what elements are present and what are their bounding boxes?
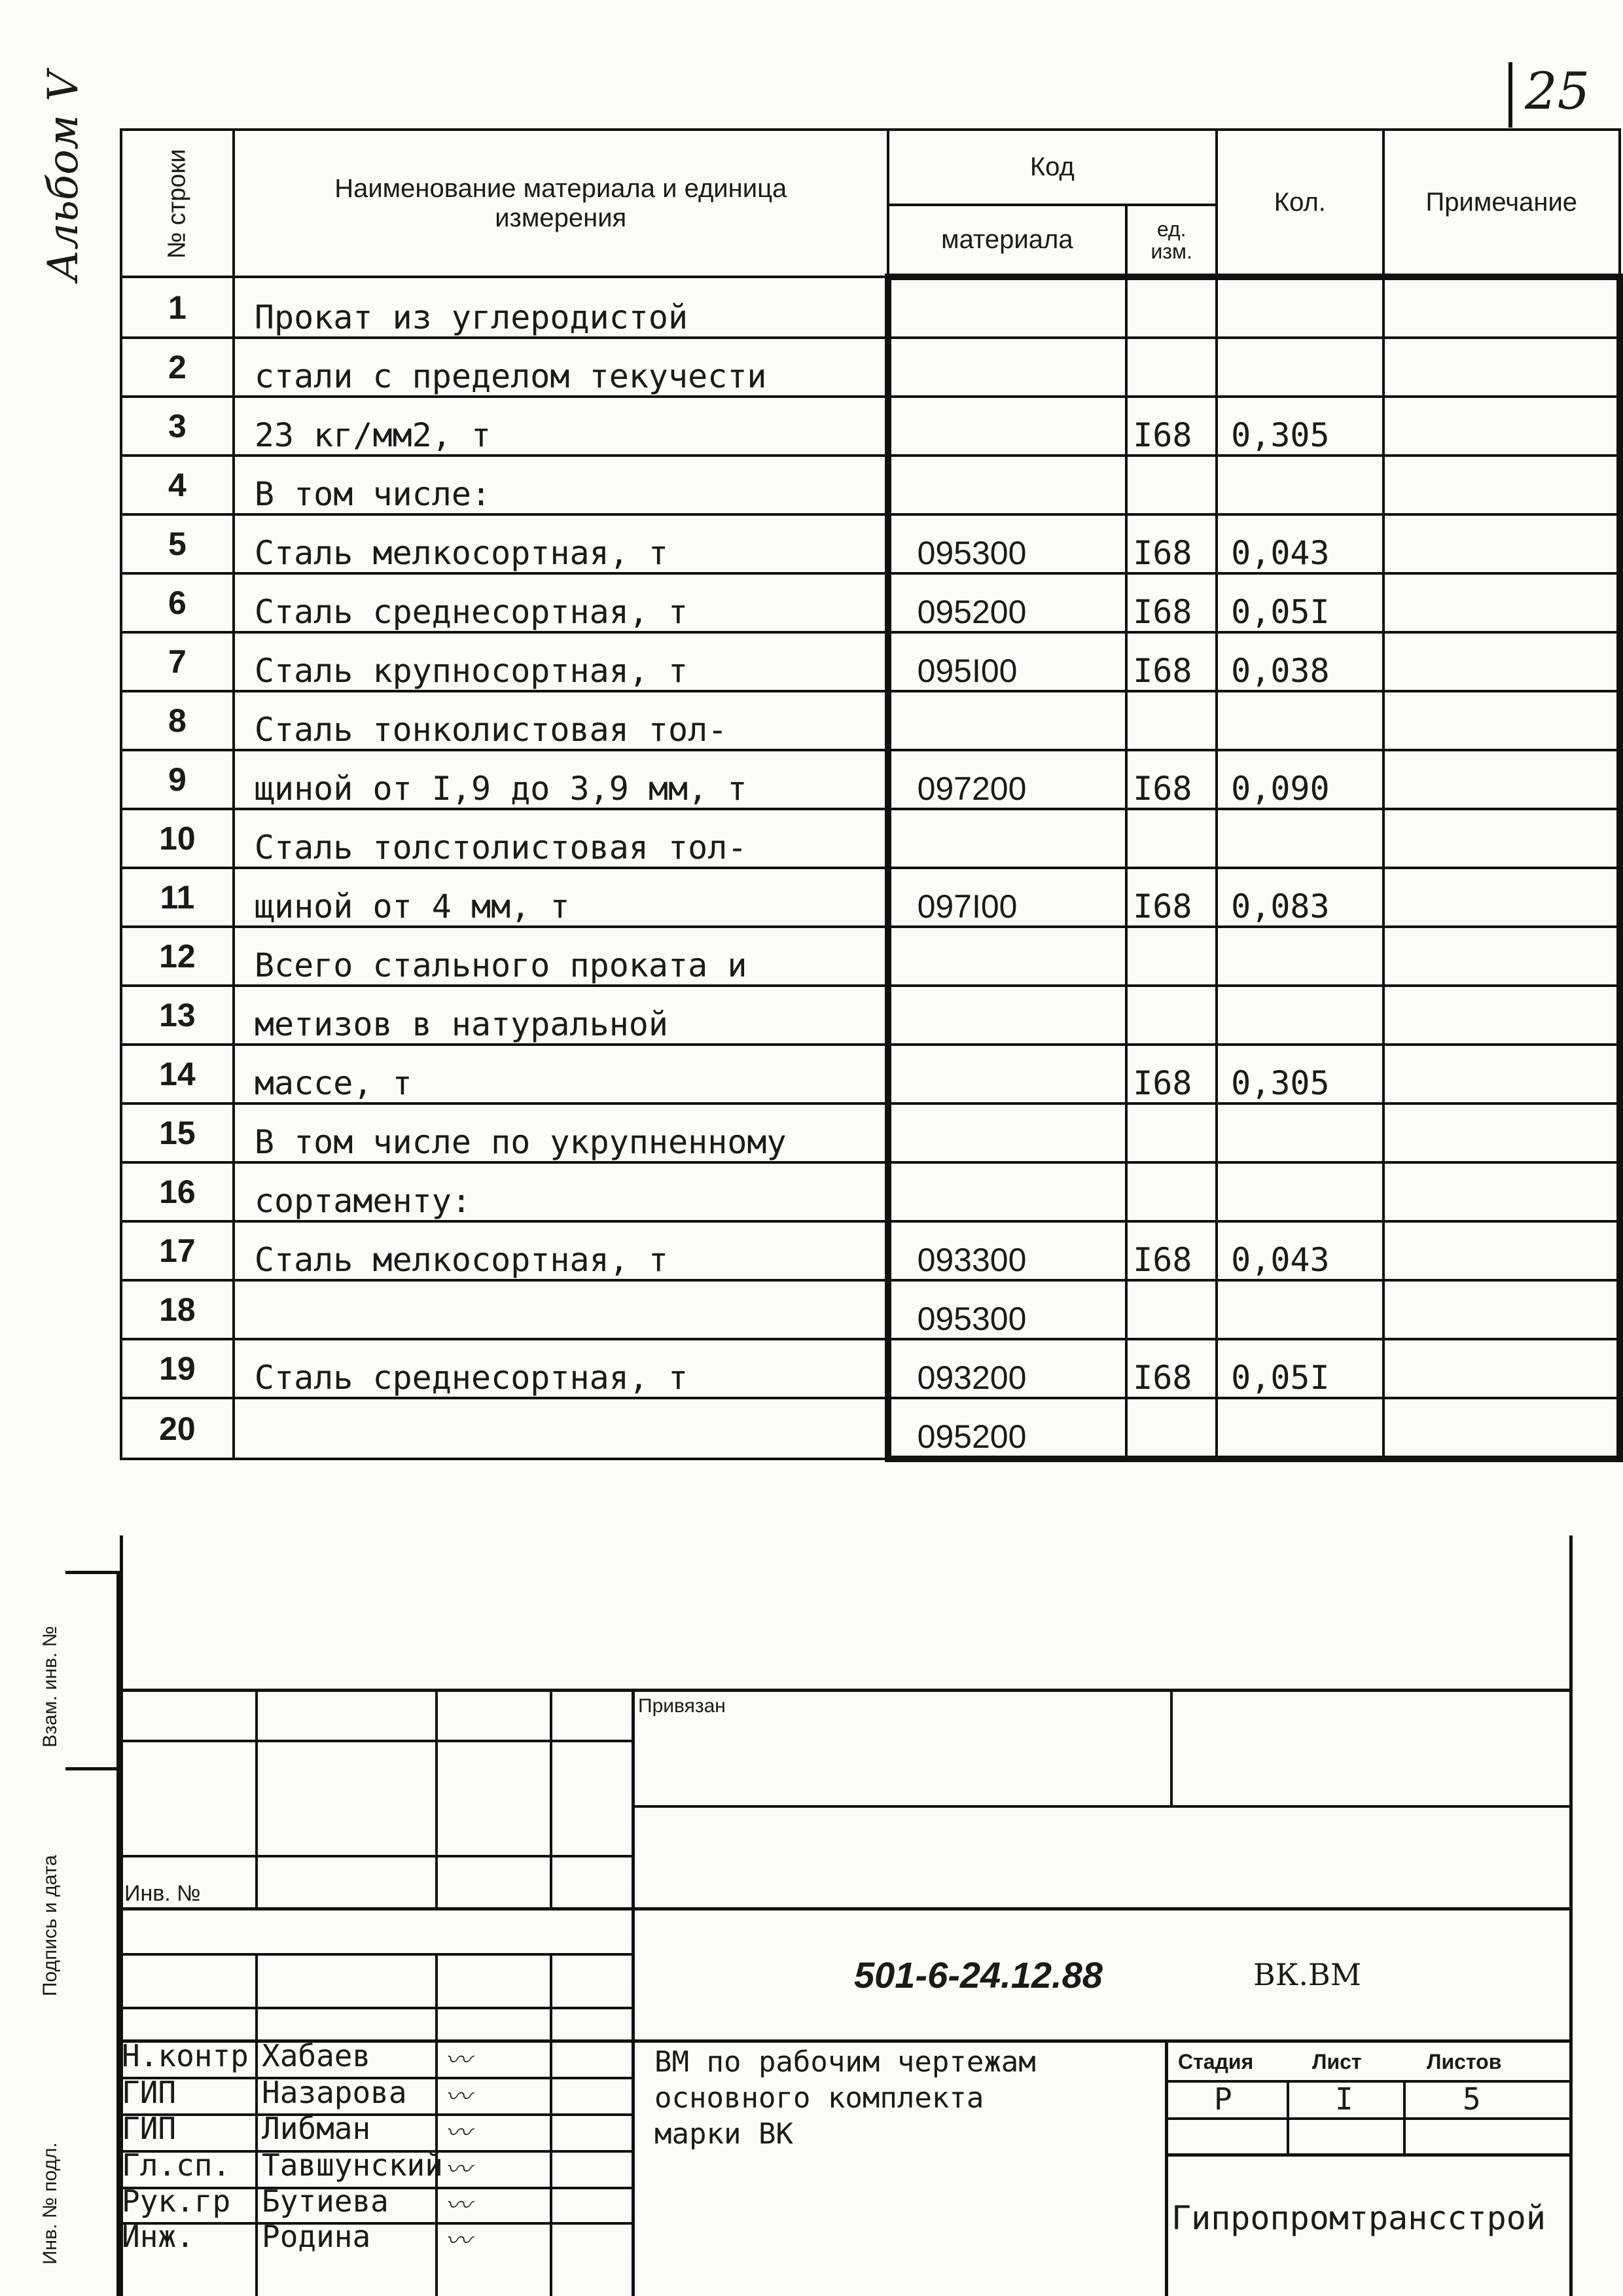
- material-code: [888, 456, 1127, 514]
- signature: 〰: [445, 2082, 471, 2112]
- material-table: [120, 128, 1623, 1462]
- row-number: 20: [121, 1398, 234, 1459]
- material-name: щиной от I,9 до 3,9 мм, т: [234, 750, 888, 809]
- quantity: 0,305: [1217, 1045, 1383, 1103]
- signer-role: ГИП: [122, 2111, 177, 2146]
- unit-code: I68: [1126, 573, 1217, 632]
- table-row: [121, 927, 1620, 986]
- quantity: [1217, 456, 1383, 514]
- material-code: [888, 809, 1127, 868]
- header-qty: Кол.: [1217, 130, 1383, 277]
- signature: 〰: [445, 2226, 471, 2256]
- row-number: 8: [121, 691, 234, 750]
- material-name: Сталь мелкосортная, т: [234, 514, 888, 573]
- note: [1383, 456, 1620, 514]
- note: [1383, 927, 1620, 986]
- unit-code: [1126, 809, 1217, 868]
- material-code: 095I00: [888, 632, 1127, 691]
- unit-code: [1126, 1103, 1217, 1162]
- material-name: стали с пределом текучести: [234, 338, 888, 397]
- unit-code: I68: [1126, 750, 1217, 809]
- material-name: массе, т: [234, 1045, 888, 1103]
- material-name: Сталь среднесортная, т: [234, 1339, 888, 1398]
- row-number: 17: [121, 1221, 234, 1280]
- album-label: Альбом V: [39, 71, 88, 281]
- stage-label: Стадия: [1178, 2050, 1254, 2073]
- unit-code: I68: [1126, 1339, 1217, 1398]
- quantity: 0,038: [1217, 632, 1383, 691]
- quantity: [1217, 277, 1383, 338]
- unit-code: I68: [1126, 632, 1217, 691]
- table-row: [121, 1398, 1620, 1459]
- table-row: [121, 986, 1620, 1045]
- note: [1383, 750, 1620, 809]
- table-row: [121, 514, 1620, 573]
- note: [1383, 1280, 1620, 1339]
- row-number: 12: [121, 927, 234, 986]
- table-row: [121, 1339, 1620, 1398]
- document-code: 501-6-24.12.88: [854, 1954, 1103, 1996]
- quantity: [1217, 338, 1383, 397]
- row-number: 7: [121, 632, 234, 691]
- table-row: [121, 573, 1620, 632]
- material-code: [888, 1103, 1127, 1162]
- title-line-2: основного комплекта: [654, 2081, 984, 2115]
- table-row: [121, 1280, 1620, 1339]
- note: [1383, 691, 1620, 750]
- sheet-label: Лист: [1312, 2050, 1362, 2073]
- note: [1383, 1162, 1620, 1221]
- signer-role: ГИП: [122, 2075, 177, 2110]
- unit-code: [1126, 1162, 1217, 1221]
- row-number: 9: [121, 750, 234, 809]
- material-name: В том числе по укрупненному: [234, 1103, 888, 1162]
- row-number: 16: [121, 1162, 234, 1221]
- material-code: 093200: [888, 1339, 1127, 1398]
- quantity: [1217, 927, 1383, 986]
- material-code: [888, 927, 1127, 986]
- row-number: 19: [121, 1339, 234, 1398]
- note: [1383, 1398, 1620, 1459]
- material-code: 095300: [888, 514, 1127, 573]
- unit-code: [1126, 986, 1217, 1045]
- header-row-number: № строки: [121, 130, 234, 277]
- page-number-bar: [1508, 62, 1512, 128]
- unit-code: I68: [1126, 397, 1217, 456]
- material-name: [234, 1280, 888, 1339]
- header-unit: ед. изм.: [1126, 205, 1217, 277]
- row-number: 3: [121, 397, 234, 456]
- material-code: 093300: [888, 1221, 1127, 1280]
- material-code: 095300: [888, 1280, 1127, 1339]
- header-note: Примечание: [1383, 130, 1620, 277]
- material-code: [888, 338, 1127, 397]
- page-number: 25: [1525, 62, 1590, 121]
- document-mark: ВК.ВМ: [1253, 1957, 1361, 1992]
- material-name: [234, 1398, 888, 1459]
- table-row: [121, 868, 1620, 927]
- row-number: 11: [121, 868, 234, 927]
- quantity: 0,305: [1217, 397, 1383, 456]
- material-code: 097I00: [888, 868, 1127, 927]
- unit-code: [1126, 927, 1217, 986]
- sheet-value: I: [1335, 2081, 1353, 2117]
- quantity: 0,083: [1217, 868, 1383, 927]
- material-name: Сталь толстолистовая тол-: [234, 809, 888, 868]
- row-number: 1: [121, 277, 234, 338]
- unit-code: [1126, 277, 1217, 338]
- header-material: материала: [888, 205, 1127, 277]
- row-number: 6: [121, 573, 234, 632]
- material-code: 097200: [888, 750, 1127, 809]
- note: [1383, 809, 1620, 868]
- material-name: Сталь среднесортная, т: [234, 573, 888, 632]
- stage-value: Р: [1214, 2081, 1232, 2117]
- table-row: [121, 1162, 1620, 1221]
- note: [1383, 514, 1620, 573]
- row-number: 15: [121, 1103, 234, 1162]
- quantity: [1217, 1162, 1383, 1221]
- note: [1383, 1103, 1620, 1162]
- unit-code: [1126, 456, 1217, 514]
- signer-role: Гл.сп.: [122, 2147, 231, 2183]
- row-number: 10: [121, 809, 234, 868]
- signature: 〰: [445, 2191, 471, 2221]
- material-name: 23 кг/мм2, т: [234, 397, 888, 456]
- table-row: [121, 338, 1620, 397]
- signer-name: Хабаев: [262, 2038, 371, 2073]
- quantity: [1217, 1280, 1383, 1339]
- note: [1383, 632, 1620, 691]
- signature: 〰: [445, 2118, 471, 2148]
- row-number: 18: [121, 1280, 234, 1339]
- signer-role: Н.контр: [122, 2038, 249, 2073]
- unit-code: [1126, 691, 1217, 750]
- quantity: 0,090: [1217, 750, 1383, 809]
- unit-code: [1126, 338, 1217, 397]
- sheets-label: Листов: [1427, 2050, 1502, 2073]
- note: [1383, 868, 1620, 927]
- signer-name: Родина: [262, 2219, 371, 2254]
- unit-code: I68: [1126, 1221, 1217, 1280]
- row-number: 2: [121, 338, 234, 397]
- material-code: [888, 1045, 1127, 1103]
- table-row: [121, 1103, 1620, 1162]
- material-code: 095200: [888, 1398, 1127, 1459]
- row-number: 4: [121, 456, 234, 514]
- title-line-3: марки ВК: [654, 2117, 793, 2151]
- material-name: щиной от 4 мм, т: [234, 868, 888, 927]
- quantity: [1217, 1103, 1383, 1162]
- material-code: [888, 691, 1127, 750]
- material-name: Сталь мелкосортная, т: [234, 1221, 888, 1280]
- material-name: В том числе:: [234, 456, 888, 514]
- material-code: [888, 986, 1127, 1045]
- signature: 〰: [445, 2045, 471, 2075]
- signer-name: Либман: [262, 2111, 371, 2146]
- note: [1383, 573, 1620, 632]
- note: [1383, 986, 1620, 1045]
- table-row: [121, 1045, 1620, 1103]
- table-row: [121, 809, 1620, 868]
- header-code: Код: [888, 130, 1217, 205]
- material-name: сортаменту:: [234, 1162, 888, 1221]
- quantity: [1217, 986, 1383, 1045]
- material-name: Сталь крупносортная, т: [234, 632, 888, 691]
- note: [1383, 338, 1620, 397]
- quantity: 0,043: [1217, 1221, 1383, 1280]
- quantity: [1217, 691, 1383, 750]
- signer-name: Назарова: [262, 2075, 407, 2110]
- row-number: 14: [121, 1045, 234, 1103]
- quantity: 0,05I: [1217, 1339, 1383, 1398]
- organization-name: Гипропромтрансстрой: [1171, 2199, 1546, 2237]
- note: [1383, 1221, 1620, 1280]
- inv-no-label: Инв. №: [124, 1881, 201, 1906]
- material-name: Сталь тонколистовая тол-: [234, 691, 888, 750]
- row-number: 13: [121, 986, 234, 1045]
- quantity: 0,05I: [1217, 573, 1383, 632]
- sheets-value: 5: [1463, 2081, 1481, 2117]
- quantity: 0,043: [1217, 514, 1383, 573]
- signer-name: Бутиева: [262, 2183, 389, 2219]
- header-name: Наименование материала и единица измерения: [234, 130, 888, 277]
- material-name: Прокат из углеродистой: [234, 277, 888, 338]
- table-row: [121, 277, 1620, 338]
- unit-code: I68: [1126, 868, 1217, 927]
- side-label-inv-podl: Инв. № подл.: [39, 2142, 61, 2265]
- material-name: Всего стального проката и: [234, 927, 888, 986]
- table-row: [121, 1221, 1620, 1280]
- note: [1383, 1045, 1620, 1103]
- row-number: 5: [121, 514, 234, 573]
- signature: 〰: [445, 2155, 471, 2185]
- note: [1383, 397, 1620, 456]
- table-row: [121, 456, 1620, 514]
- table-row: [121, 632, 1620, 691]
- side-label-vzam: Взам. инв. №: [39, 1626, 61, 1748]
- title-line-1: ВМ по рабочим чертежам: [654, 2045, 1036, 2079]
- table-row: [121, 397, 1620, 456]
- signer-name: Тавшунский: [262, 2147, 443, 2183]
- quantity: [1217, 1398, 1383, 1459]
- unit-code: I68: [1126, 514, 1217, 573]
- material-code: [888, 397, 1127, 456]
- privyazan-label: Привязан: [638, 1695, 726, 1717]
- quantity: [1217, 809, 1383, 868]
- side-label-podpis: Подпись и дата: [39, 1855, 61, 1996]
- table-row: [121, 750, 1620, 809]
- material-name: метизов в натуральной: [234, 986, 888, 1045]
- note: [1383, 1339, 1620, 1398]
- note: [1383, 277, 1620, 338]
- unit-code: [1126, 1280, 1217, 1339]
- material-code: 095200: [888, 573, 1127, 632]
- signer-role: Инж.: [122, 2219, 194, 2254]
- table-row: [121, 691, 1620, 750]
- material-code: [888, 1162, 1127, 1221]
- signer-role: Рук.гр: [122, 2183, 231, 2219]
- unit-code: [1126, 1398, 1217, 1459]
- material-code: [888, 277, 1127, 338]
- unit-code: I68: [1126, 1045, 1217, 1103]
